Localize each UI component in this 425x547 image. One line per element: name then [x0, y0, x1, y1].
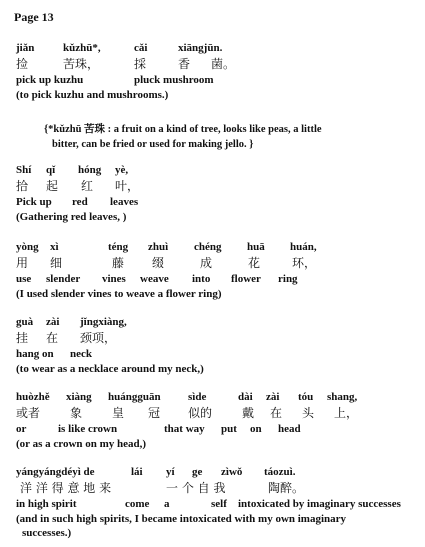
stanza-4-pinyin [16, 315, 316, 329]
gloss-token: flower [231, 273, 261, 285]
gloss-token: pick up kuzhu [16, 74, 84, 86]
pinyin-token: Shí [16, 164, 32, 176]
gloss-token: on [250, 423, 262, 435]
gloss-token: vines [102, 273, 126, 285]
stanza-3-pinyin [16, 240, 416, 254]
pinyin-token: chéng [194, 241, 222, 253]
stanza-6-translation: (and in such high spirits, I became intoxicated with my own imaginary [16, 513, 347, 525]
stanza-3-translation: (I used slender vines to weave a flower ring) [16, 288, 222, 300]
gloss-token: a [164, 498, 170, 510]
hanzi-token: 在 [270, 406, 283, 420]
stanza-1-translation: (to pick kuzhu and mushrooms.) [16, 89, 169, 101]
stanza-2-hanzi [16, 179, 316, 193]
hanzi-token: 挂 [16, 331, 29, 345]
stanza-3-gloss [16, 272, 416, 286]
pinyin-token: yí [166, 466, 175, 478]
hanzi-token: 藤 [112, 256, 125, 270]
gloss-token: use [16, 273, 32, 285]
pinyin-token: lái [131, 466, 143, 478]
stanza-2-gloss [16, 195, 316, 209]
gloss-token: is like crown [58, 423, 118, 435]
hanzi-token: 叶， [115, 179, 140, 193]
pinyin-token: tóu [298, 391, 314, 403]
pinyin-token: xì [50, 241, 59, 253]
stanza-6-gloss [16, 497, 416, 511]
hanzi-token: 起 [46, 179, 59, 193]
gloss-token: slender [46, 273, 81, 285]
stanza-5-hanzi [16, 406, 416, 420]
gloss-token: self [211, 498, 227, 510]
pinyin-token: téng [108, 241, 129, 253]
gloss-token: Pick up [16, 196, 52, 208]
page-title: Page 13 [14, 10, 54, 24]
hanzi-token: 皇 [112, 406, 125, 420]
stanza-2-pinyin [16, 163, 316, 177]
pinyin-token: shang, [327, 391, 358, 403]
hanzi-token: 细 [50, 256, 63, 270]
gloss-token: or [16, 423, 27, 435]
stanza-1-pinyin [16, 41, 316, 55]
pinyin-token: yòng [16, 241, 39, 253]
gloss-token: come [125, 498, 150, 510]
hanzi-token: 戴 [242, 406, 255, 420]
hanzi-token: 上， [334, 406, 359, 420]
stanza-4-gloss [16, 347, 316, 361]
gloss-token: that way [164, 423, 205, 435]
pinyin-token: sìde [188, 391, 207, 403]
pinyin-token: huòzhě [16, 391, 50, 403]
hanzi-token: 或者 [16, 406, 41, 420]
hanzi-token: 头 [302, 406, 315, 420]
hanzi-token: 陶醉。 [268, 481, 305, 495]
hanzi-token: 菌。 [211, 57, 236, 71]
pinyin-token: jiǎn [16, 42, 35, 54]
gloss-token: hang on [16, 348, 54, 360]
gloss-token: pluck mushroom [134, 74, 214, 86]
gloss-token: neck [70, 348, 92, 360]
hanzi-token: 花 [248, 256, 261, 270]
stanza-6-hanzi [16, 481, 416, 495]
gloss-token: weave [140, 273, 169, 285]
hanzi-token: 缀 [152, 256, 165, 270]
hanzi-token: 在 [46, 331, 59, 345]
stanza-5-translation: (or as a crown on my head,) [16, 438, 147, 450]
gloss-token: intoxicated by imaginary successes [238, 498, 401, 510]
hanzi-token: 似的 [188, 406, 213, 420]
hanzi-token: 拾 [16, 179, 29, 193]
pinyin-token: dài [238, 391, 253, 403]
pinyin-token: jǐngxiàng, [80, 316, 127, 328]
hanzi-token: 採 [134, 57, 147, 71]
hanzi-token: 苦珠， [63, 57, 100, 71]
stanza-5-pinyin [16, 390, 416, 404]
footnote-line: bitter, can be fried or used for making jello. } [52, 139, 254, 150]
gloss-token: put [221, 423, 237, 435]
pinyin-token: xiāngjūn. [178, 42, 223, 54]
pinyin-token: ge [192, 466, 203, 478]
gloss-token: red [72, 196, 88, 208]
hanzi-token: 颈项， [80, 331, 117, 345]
pinyin-token: yángyángdéyì de [16, 466, 95, 478]
pinyin-token: táozuì. [264, 466, 296, 478]
hanzi-token: 香 [178, 57, 191, 71]
pinyin-token: zhuì [148, 241, 169, 253]
footnote-line: {*kǔzhū 苦珠 : a fruit on a kind of tree, looks like peas, a little [44, 124, 322, 135]
pinyin-token: hóng [78, 164, 102, 176]
hanzi-token: 红 [81, 179, 94, 193]
stanza-1-hanzi [16, 57, 316, 71]
gloss-token: into [192, 273, 211, 285]
pinyin-token: zìwǒ [221, 466, 243, 478]
hanzi-token: 成 [200, 256, 213, 270]
stanza-6-pinyin [16, 465, 416, 479]
hanzi-token: 环， [292, 256, 317, 270]
pinyin-token: yè, [115, 164, 129, 176]
stanza-2-translation: (Gathering red leaves, ) [16, 211, 127, 223]
pinyin-token: qǐ [46, 164, 56, 176]
pinyin-token: huā [247, 241, 265, 253]
pinyin-token: huángguān [108, 391, 161, 403]
pinyin-token: zài [46, 316, 60, 328]
hanzi-token: 象 [70, 406, 83, 420]
stanza-1-gloss [16, 73, 316, 87]
pinyin-token: kǔzhū*, [63, 42, 101, 54]
stanza-4-hanzi [16, 331, 316, 345]
hanzi-token: 用 [16, 256, 29, 270]
hanzi-token: 捡 [16, 57, 29, 71]
hanzi-token: 冠 [148, 406, 161, 420]
footnote [44, 122, 394, 152]
hanzi-token: 洋 洋 得 意 地 来 [20, 481, 112, 495]
stanza-6-translation-cont: successes.) [22, 527, 72, 539]
gloss-token: head [278, 423, 301, 435]
pinyin-token: zài [266, 391, 280, 403]
hanzi-token: 一 个 自 我 [166, 481, 226, 495]
stanza-4-translation: (to wear as a necklace around my neck,) [16, 363, 204, 375]
stanza-5-gloss [16, 422, 416, 436]
stanza-3-hanzi [16, 256, 416, 270]
pinyin-token: cǎi [134, 42, 148, 54]
gloss-token: ring [278, 273, 298, 285]
pinyin-token: guà [16, 316, 34, 328]
gloss-token: in high spirit [16, 498, 77, 510]
pinyin-token: xiàng [66, 391, 92, 403]
gloss-token: leaves [110, 196, 139, 208]
pinyin-token: huán, [290, 241, 317, 253]
